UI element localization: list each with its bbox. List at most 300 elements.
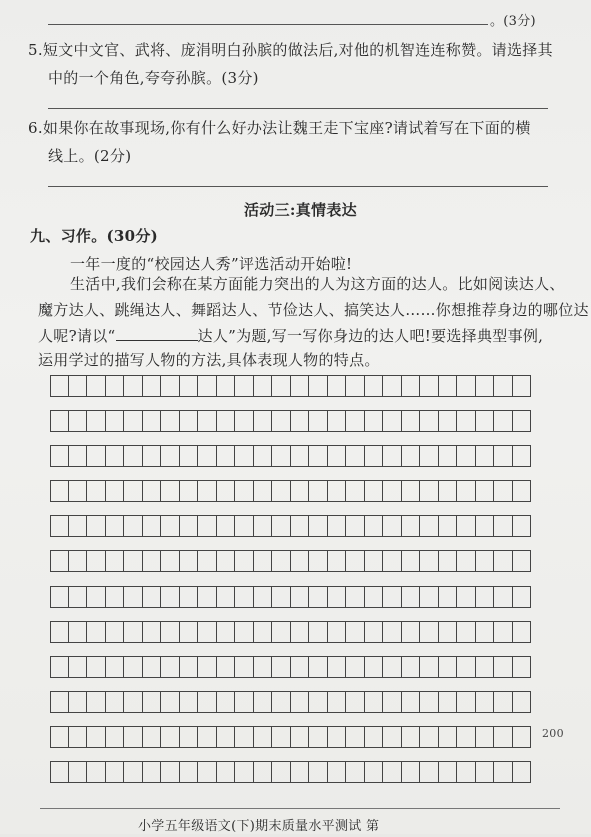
grid-cell[interactable] [513,550,532,572]
grid-cell[interactable] [383,550,402,572]
grid-cell[interactable] [235,586,254,608]
grid-cell[interactable] [106,375,125,397]
grid-cell[interactable] [87,621,106,643]
grid-cell[interactable] [217,480,236,502]
grid-cell[interactable] [50,550,69,572]
grid-cell[interactable] [87,586,106,608]
grid-cell[interactable] [402,410,421,432]
grid-cell[interactable] [476,375,495,397]
grid-cell[interactable] [69,726,88,748]
grid-cell[interactable] [346,726,365,748]
grid-cell[interactable] [457,726,476,748]
grid-cell[interactable] [457,445,476,467]
grid-cell[interactable] [383,586,402,608]
grid-cell[interactable] [328,761,347,783]
grid-cell[interactable] [494,410,513,432]
grid-cell[interactable] [420,445,439,467]
grid-cell[interactable] [272,410,291,432]
grid-cell[interactable] [346,550,365,572]
grid-cell[interactable] [198,445,217,467]
grid-cell[interactable] [124,375,143,397]
grid-cell[interactable] [69,550,88,572]
grid-cell[interactable] [180,445,199,467]
grid-cell[interactable] [457,515,476,537]
grid-cell[interactable] [50,586,69,608]
grid-cell[interactable] [513,480,532,502]
grid-cell[interactable] [106,726,125,748]
grid-cell[interactable] [309,375,328,397]
grid-cell[interactable] [365,375,384,397]
grid-cell[interactable] [309,515,328,537]
grid-cell[interactable] [365,691,384,713]
grid-cell[interactable] [420,621,439,643]
grid-cell[interactable] [476,621,495,643]
grid-cell[interactable] [106,445,125,467]
grid-cell[interactable] [365,726,384,748]
grid-cell[interactable] [69,445,88,467]
grid-cell[interactable] [476,656,495,678]
grid-cell[interactable] [420,691,439,713]
grid-cell[interactable] [513,375,532,397]
grid-cell[interactable] [476,761,495,783]
grid-cell[interactable] [494,375,513,397]
grid-cell[interactable] [494,480,513,502]
grid-cell[interactable] [143,445,162,467]
grid-cell[interactable] [69,515,88,537]
grid-cell[interactable] [328,691,347,713]
grid-cell[interactable] [254,656,273,678]
grid-cell[interactable] [69,691,88,713]
grid-cell[interactable] [69,621,88,643]
grid-cell[interactable] [328,550,347,572]
grid-cell[interactable] [513,410,532,432]
grid-cell[interactable] [439,375,458,397]
grid-cell[interactable] [383,656,402,678]
grid-cell[interactable] [439,761,458,783]
grid-cell[interactable] [439,726,458,748]
grid-cell[interactable] [254,515,273,537]
grid-cell[interactable] [124,761,143,783]
grid-cell[interactable] [291,550,310,572]
grid-cell[interactable] [69,375,88,397]
grid-cell[interactable] [402,480,421,502]
grid-cell[interactable] [124,515,143,537]
grid-cell[interactable] [143,586,162,608]
grid-cell[interactable] [180,550,199,572]
grid-cell[interactable] [217,761,236,783]
grid-cell[interactable] [272,691,291,713]
grid-cell[interactable] [439,515,458,537]
grid-cell[interactable] [494,515,513,537]
grid-cell[interactable] [254,726,273,748]
grid-cell[interactable] [309,480,328,502]
grid-cell[interactable] [383,375,402,397]
grid-cell[interactable] [235,726,254,748]
grid-cell[interactable] [291,761,310,783]
grid-cell[interactable] [383,726,402,748]
grid-cell[interactable] [124,726,143,748]
grid-cell[interactable] [235,515,254,537]
grid-cell[interactable] [272,621,291,643]
grid-cell[interactable] [180,761,199,783]
grid-cell[interactable] [439,480,458,502]
grid-cell[interactable] [217,375,236,397]
grid-cell[interactable] [420,410,439,432]
grid-cell[interactable] [439,410,458,432]
grid-cell[interactable] [106,550,125,572]
grid-cell[interactable] [143,621,162,643]
grid-cell[interactable] [420,550,439,572]
grid-cell[interactable] [198,761,217,783]
grid-cell[interactable] [143,691,162,713]
grid-cell[interactable] [513,621,532,643]
grid-cell[interactable] [254,586,273,608]
grid-cell[interactable] [291,515,310,537]
grid-cell[interactable] [346,515,365,537]
grid-cell[interactable] [124,410,143,432]
grid-cell[interactable] [87,656,106,678]
grid-cell[interactable] [87,445,106,467]
grid-cell[interactable] [50,375,69,397]
grid-cell[interactable] [309,656,328,678]
grid-cell[interactable] [346,656,365,678]
grid-cell[interactable] [476,691,495,713]
grid-cell[interactable] [291,621,310,643]
grid-cell[interactable] [272,550,291,572]
grid-cell[interactable] [476,550,495,572]
grid-cell[interactable] [272,726,291,748]
grid-cell[interactable] [50,726,69,748]
grid-cell[interactable] [217,586,236,608]
grid-cell[interactable] [254,621,273,643]
grid-cell[interactable] [291,656,310,678]
grid-cell[interactable] [50,480,69,502]
grid-cell[interactable] [254,761,273,783]
grid-cell[interactable] [402,691,421,713]
grid-cell[interactable] [457,761,476,783]
grid-cell[interactable] [328,445,347,467]
grid-cell[interactable] [198,691,217,713]
grid-cell[interactable] [69,410,88,432]
grid-cell[interactable] [346,621,365,643]
grid-cell[interactable] [513,515,532,537]
grid-cell[interactable] [143,656,162,678]
grid-cell[interactable] [457,480,476,502]
grid-cell[interactable] [346,410,365,432]
grid-cell[interactable] [420,586,439,608]
grid-cell[interactable] [439,656,458,678]
grid-cell[interactable] [106,761,125,783]
grid-cell[interactable] [476,726,495,748]
grid-cell[interactable] [217,410,236,432]
grid-cell[interactable] [50,691,69,713]
grid-cell[interactable] [87,480,106,502]
grid-cell[interactable] [309,586,328,608]
grid-cell[interactable] [383,621,402,643]
grid-cell[interactable] [87,410,106,432]
grid-cell[interactable] [198,480,217,502]
grid-cell[interactable] [161,550,180,572]
grid-cell[interactable] [161,515,180,537]
grid-cell[interactable] [513,691,532,713]
grid-cell[interactable] [439,586,458,608]
grid-cell[interactable] [291,480,310,502]
grid-cell[interactable] [87,726,106,748]
grid-cell[interactable] [161,445,180,467]
grid-cell[interactable] [50,445,69,467]
grid-cell[interactable] [161,656,180,678]
grid-cell[interactable] [365,621,384,643]
grid-cell[interactable] [272,480,291,502]
grid-cell[interactable] [365,480,384,502]
grid-cell[interactable] [402,586,421,608]
grid-cell[interactable] [365,586,384,608]
grid-cell[interactable] [420,656,439,678]
grid-cell[interactable] [291,410,310,432]
grid-cell[interactable] [235,375,254,397]
grid-cell[interactable] [346,761,365,783]
grid-cell[interactable] [309,410,328,432]
grid-cell[interactable] [198,726,217,748]
grid-cell[interactable] [180,515,199,537]
grid-cell[interactable] [87,761,106,783]
grid-cell[interactable] [143,550,162,572]
grid-cell[interactable] [143,480,162,502]
grid-cell[interactable] [198,586,217,608]
grid-cell[interactable] [291,375,310,397]
grid-cell[interactable] [346,375,365,397]
grid-cell[interactable] [494,550,513,572]
grid-cell[interactable] [217,515,236,537]
grid-cell[interactable] [254,410,273,432]
grid-cell[interactable] [365,445,384,467]
grid-cell[interactable] [272,375,291,397]
grid-cell[interactable] [50,621,69,643]
grid-cell[interactable] [161,761,180,783]
grid-cell[interactable] [420,515,439,537]
grid-cell[interactable] [328,410,347,432]
grid-cell[interactable] [365,515,384,537]
grid-cell[interactable] [235,761,254,783]
grid-cell[interactable] [180,410,199,432]
grid-cell[interactable] [457,375,476,397]
grid-cell[interactable] [106,480,125,502]
grid-cell[interactable] [217,621,236,643]
grid-cell[interactable] [420,375,439,397]
grid-cell[interactable] [106,515,125,537]
grid-cell[interactable] [328,656,347,678]
grid-cell[interactable] [235,445,254,467]
grid-cell[interactable] [402,375,421,397]
grid-cell[interactable] [476,445,495,467]
grid-cell[interactable] [143,761,162,783]
grid-cell[interactable] [272,761,291,783]
grid-cell[interactable] [457,550,476,572]
grid-cell[interactable] [272,445,291,467]
grid-cell[interactable] [180,726,199,748]
grid-cell[interactable] [161,410,180,432]
grid-cell[interactable] [439,691,458,713]
grid-cell[interactable] [365,550,384,572]
grid-cell[interactable] [402,656,421,678]
grid-cell[interactable] [198,656,217,678]
grid-cell[interactable] [161,375,180,397]
grid-cell[interactable] [328,480,347,502]
grid-cell[interactable] [346,480,365,502]
grid-cell[interactable] [143,375,162,397]
grid-cell[interactable] [235,621,254,643]
grid-cell[interactable] [143,410,162,432]
grid-cell[interactable] [291,726,310,748]
grid-cell[interactable] [494,691,513,713]
grid-cell[interactable] [439,621,458,643]
grid-cell[interactable] [328,515,347,537]
grid-cell[interactable] [143,726,162,748]
grid-cell[interactable] [383,761,402,783]
grid-cell[interactable] [124,445,143,467]
grid-cell[interactable] [402,761,421,783]
grid-cell[interactable] [457,586,476,608]
grid-cell[interactable] [106,621,125,643]
grid-cell[interactable] [161,480,180,502]
grid-cell[interactable] [143,515,162,537]
grid-cell[interactable] [383,480,402,502]
grid-cell[interactable] [328,621,347,643]
grid-cell[interactable] [217,550,236,572]
grid-cell[interactable] [476,410,495,432]
grid-cell[interactable] [124,621,143,643]
grid-cell[interactable] [87,691,106,713]
grid-cell[interactable] [235,410,254,432]
grid-cell[interactable] [198,515,217,537]
grid-cell[interactable] [124,480,143,502]
grid-cell[interactable] [272,656,291,678]
grid-cell[interactable] [291,691,310,713]
grid-cell[interactable] [494,726,513,748]
grid-cell[interactable] [87,515,106,537]
grid-cell[interactable] [254,480,273,502]
grid-cell[interactable] [161,586,180,608]
grid-cell[interactable] [494,621,513,643]
grid-cell[interactable] [124,656,143,678]
grid-cell[interactable] [235,656,254,678]
grid-cell[interactable] [50,410,69,432]
grid-cell[interactable] [180,656,199,678]
grid-cell[interactable] [254,445,273,467]
grid-cell[interactable] [217,691,236,713]
grid-cell[interactable] [235,691,254,713]
grid-cell[interactable] [513,726,532,748]
grid-cell[interactable] [161,621,180,643]
grid-cell[interactable] [309,621,328,643]
grid-cell[interactable] [50,761,69,783]
grid-cell[interactable] [180,621,199,643]
grid-cell[interactable] [402,550,421,572]
grid-cell[interactable] [365,410,384,432]
grid-cell[interactable] [402,515,421,537]
grid-cell[interactable] [346,691,365,713]
grid-cell[interactable] [254,691,273,713]
grid-cell[interactable] [457,410,476,432]
grid-cell[interactable] [439,550,458,572]
grid-cell[interactable] [87,375,106,397]
grid-cell[interactable] [365,656,384,678]
grid-cell[interactable] [272,586,291,608]
grid-cell[interactable] [457,691,476,713]
grid-cell[interactable] [457,621,476,643]
grid-cell[interactable] [476,586,495,608]
grid-cell[interactable] [383,445,402,467]
grid-cell[interactable] [291,586,310,608]
grid-cell[interactable] [69,480,88,502]
grid-cell[interactable] [217,445,236,467]
grid-cell[interactable] [309,445,328,467]
grid-cell[interactable] [198,375,217,397]
grid-cell[interactable] [217,726,236,748]
grid-cell[interactable] [161,726,180,748]
grid-cell[interactable] [383,515,402,537]
grid-cell[interactable] [124,550,143,572]
grid-cell[interactable] [513,445,532,467]
grid-cell[interactable] [69,761,88,783]
grid-cell[interactable] [402,726,421,748]
grid-cell[interactable] [328,586,347,608]
grid-cell[interactable] [420,726,439,748]
grid-cell[interactable] [235,550,254,572]
grid-cell[interactable] [124,691,143,713]
grid-cell[interactable] [309,726,328,748]
grid-cell[interactable] [420,761,439,783]
grid-cell[interactable] [180,375,199,397]
grid-cell[interactable] [106,691,125,713]
grid-cell[interactable] [513,761,532,783]
grid-cell[interactable] [494,586,513,608]
grid-cell[interactable] [69,656,88,678]
grid-cell[interactable] [161,691,180,713]
grid-cell[interactable] [50,656,69,678]
grid-cell[interactable] [420,480,439,502]
grid-cell[interactable] [402,621,421,643]
grid-cell[interactable] [383,691,402,713]
grid-cell[interactable] [69,586,88,608]
grid-cell[interactable] [439,445,458,467]
grid-cell[interactable] [328,375,347,397]
grid-cell[interactable] [513,586,532,608]
grid-cell[interactable] [328,726,347,748]
grid-cell[interactable] [180,691,199,713]
grid-cell[interactable] [383,410,402,432]
grid-cell[interactable] [235,480,254,502]
grid-cell[interactable] [106,586,125,608]
grid-cell[interactable] [365,761,384,783]
grid-cell[interactable] [254,375,273,397]
grid-cell[interactable] [476,480,495,502]
grid-cell[interactable] [494,656,513,678]
grid-cell[interactable] [254,550,273,572]
grid-cell[interactable] [457,656,476,678]
grid-cell[interactable] [124,586,143,608]
grid-cell[interactable] [346,445,365,467]
grid-cell[interactable] [309,691,328,713]
grid-cell[interactable] [180,480,199,502]
grid-cell[interactable] [346,586,365,608]
grid-cell[interactable] [272,515,291,537]
grid-cell[interactable] [494,761,513,783]
grid-cell[interactable] [50,515,69,537]
grid-cell[interactable] [106,410,125,432]
grid-cell[interactable] [309,550,328,572]
grid-cell[interactable] [87,550,106,572]
